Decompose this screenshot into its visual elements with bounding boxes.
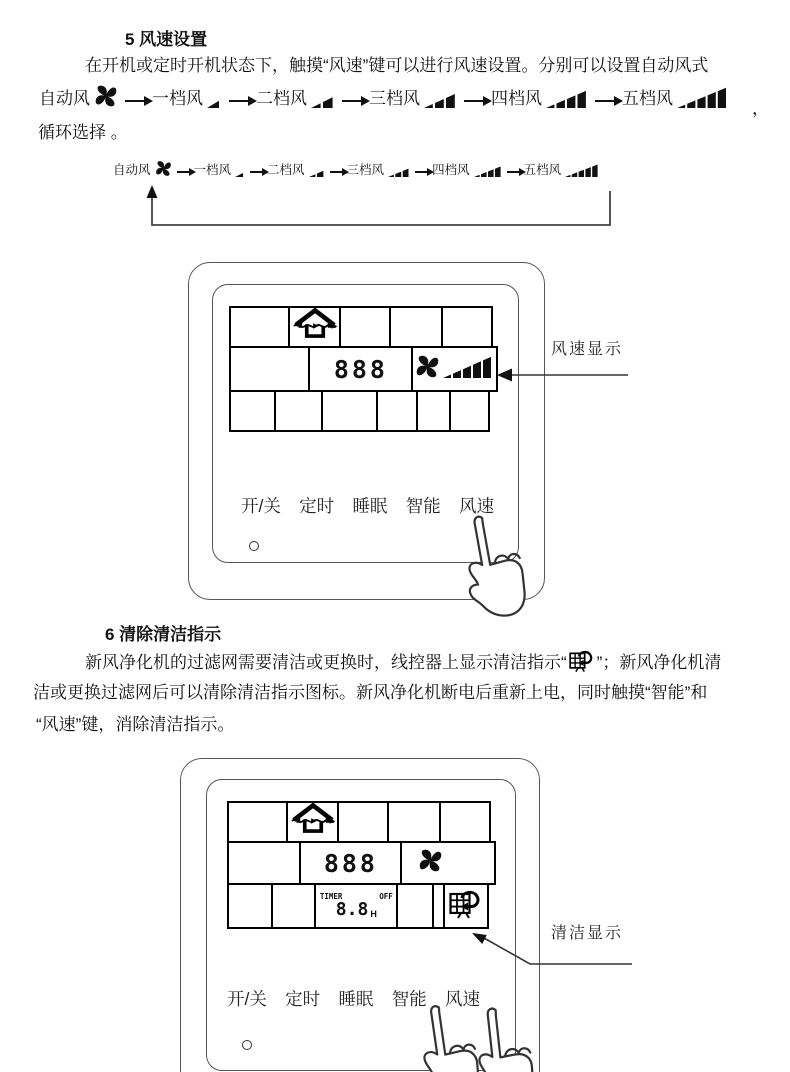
temperature-digits: 888	[323, 848, 378, 878]
lcd-cell	[396, 883, 434, 929]
arrow-right-icon	[177, 171, 189, 173]
seq-label: 自动风	[113, 163, 151, 177]
seq-label: 二档风	[267, 163, 305, 177]
section6-line1a: 新风净化机的过滤网需要清洁或更换时，线控器上显示清洁指示“	[85, 653, 567, 673]
seq-label: 三档风	[369, 89, 420, 108]
speed-bars-1-icon	[207, 99, 222, 108]
callout-arrow-diagonal	[462, 922, 640, 974]
lcd-cell	[376, 390, 418, 432]
arrow-right-icon	[507, 171, 519, 173]
pointing-hand-icon	[450, 508, 541, 626]
fan-speed-sequence-text	[38, 84, 730, 109]
fan-speed-button: 风速	[445, 989, 480, 1009]
lcd-cell	[389, 306, 443, 349]
indicator-led	[242, 1040, 252, 1050]
lcd-cell-digits	[308, 346, 413, 392]
seq-label: 三档风	[346, 163, 385, 177]
fan-speed-display-callout: 风速显示	[551, 341, 624, 358]
fan-speed-cycle-diagram	[112, 160, 601, 178]
speed-bars-1-icon	[235, 172, 245, 177]
arrow-right-icon	[415, 171, 427, 173]
timer-button: 定时	[299, 496, 335, 516]
section5-heading: 5 风速设置	[125, 30, 208, 49]
speed-bars-2-icon	[309, 170, 325, 177]
arrow-right-icon	[250, 171, 262, 173]
speed-bars-5-icon	[565, 164, 599, 177]
seq-label: 自动风	[39, 89, 90, 108]
lcd-cell	[321, 390, 379, 432]
fan-icon	[94, 84, 118, 108]
timer-button: 定时	[285, 989, 321, 1009]
section6-heading: 6 清除清洁指示	[105, 625, 222, 644]
seq-label: 四档风	[491, 89, 542, 108]
lcd-cell-house	[288, 306, 341, 349]
seq-label: 五档风	[622, 89, 673, 108]
lcd-cell	[227, 841, 302, 885]
power-button: 开/关	[227, 989, 267, 1009]
lcd-display-2	[227, 801, 493, 926]
speed-bars-3-icon	[388, 168, 410, 177]
seq-label: 五档风	[523, 163, 562, 177]
timer-off-label: OFF	[379, 892, 393, 902]
fan-icon	[155, 160, 172, 177]
clean-display-callout: 清洁显示	[551, 925, 624, 942]
seq-label: 一档风	[193, 163, 232, 177]
power-button: 开/关	[241, 496, 281, 516]
seq-label: 一档风	[152, 89, 203, 108]
section6-line3: “风速”键，消除清洁指示。	[36, 715, 235, 734]
lcd-cell	[227, 801, 289, 844]
arrow-right-icon	[125, 100, 145, 102]
arrow-right-icon	[330, 171, 342, 173]
section5-paragraph-line1: 在开机或定时开机状态下，触摸“风速”键可以进行风速设置。分别可以设置自动风式	[85, 56, 709, 75]
seq-label: 二档风	[256, 89, 307, 108]
pointing-hand-icon	[464, 1004, 548, 1072]
fan-icon	[415, 354, 440, 384]
lcd-cell	[337, 801, 390, 844]
smart-button: 智能	[405, 496, 441, 516]
button-row-1	[241, 493, 494, 518]
section6-line2: 洁或更换过滤网后可以清除清洁指示图标。新风净化机断电后重新上电，同时触摸“智能”和	[33, 683, 708, 702]
speed-bars-5-icon	[677, 87, 728, 108]
lcd-cell	[449, 390, 490, 432]
lcd-cell	[271, 883, 316, 929]
lcd-cell	[229, 306, 291, 349]
speed-bars-icon	[443, 356, 493, 383]
cycle-loop-arrow	[140, 183, 620, 233]
lcd-cell	[227, 883, 274, 929]
lcd-cell	[229, 346, 311, 392]
timer-hours-digits: 8.8	[335, 899, 369, 921]
arrow-right-icon	[342, 100, 362, 102]
fresh-air-house-icon	[293, 307, 337, 348]
filter-clean-icon	[569, 648, 595, 679]
lcd-cell	[416, 390, 452, 432]
lcd-cell-house	[286, 801, 339, 844]
sleep-button: 睡眠	[338, 989, 374, 1009]
speed-bars-4-icon	[474, 166, 502, 177]
temperature-digits: 888	[333, 354, 388, 384]
speed-bars-2-icon	[311, 96, 335, 108]
lcd-cell	[229, 390, 277, 432]
section5-paragraph-line3: 循环选择 。	[38, 123, 128, 142]
section6-line1	[85, 648, 721, 679]
lcd-cell	[387, 801, 441, 844]
hour-unit-label: H	[370, 909, 377, 920]
arrow-right-icon	[595, 100, 615, 102]
seq-label: 四档风	[432, 163, 470, 177]
lcd-cell	[274, 390, 323, 432]
fan-speed-button: 风速	[459, 496, 494, 516]
fan-icon	[418, 848, 443, 878]
speed-bars-3-icon	[424, 93, 457, 108]
section6-line1b: ”；新风净化机清	[596, 653, 722, 673]
lcd-cell	[441, 306, 493, 349]
sleep-button: 睡眠	[352, 496, 388, 516]
lcd-cell	[339, 306, 392, 349]
arrow-right-icon	[464, 100, 484, 102]
filter-clean-icon	[449, 887, 483, 924]
indicator-led	[249, 541, 259, 551]
speed-bars-4-icon	[546, 90, 588, 108]
lcd-cell-fan	[400, 841, 496, 885]
lcd-display-1	[229, 306, 495, 429]
callout-arrow-left	[495, 363, 635, 387]
smart-button: 智能	[391, 989, 427, 1009]
timer-label: TIMER	[319, 892, 343, 902]
arrow-right-icon	[229, 100, 249, 102]
lcd-cell-fan-speed	[411, 346, 498, 392]
fresh-air-house-icon	[291, 802, 335, 843]
lcd-cell-timer	[314, 883, 399, 929]
lcd-cell	[439, 801, 491, 844]
lcd-cell-digits	[299, 841, 402, 885]
sequence-tail-comma: ，	[752, 99, 769, 118]
